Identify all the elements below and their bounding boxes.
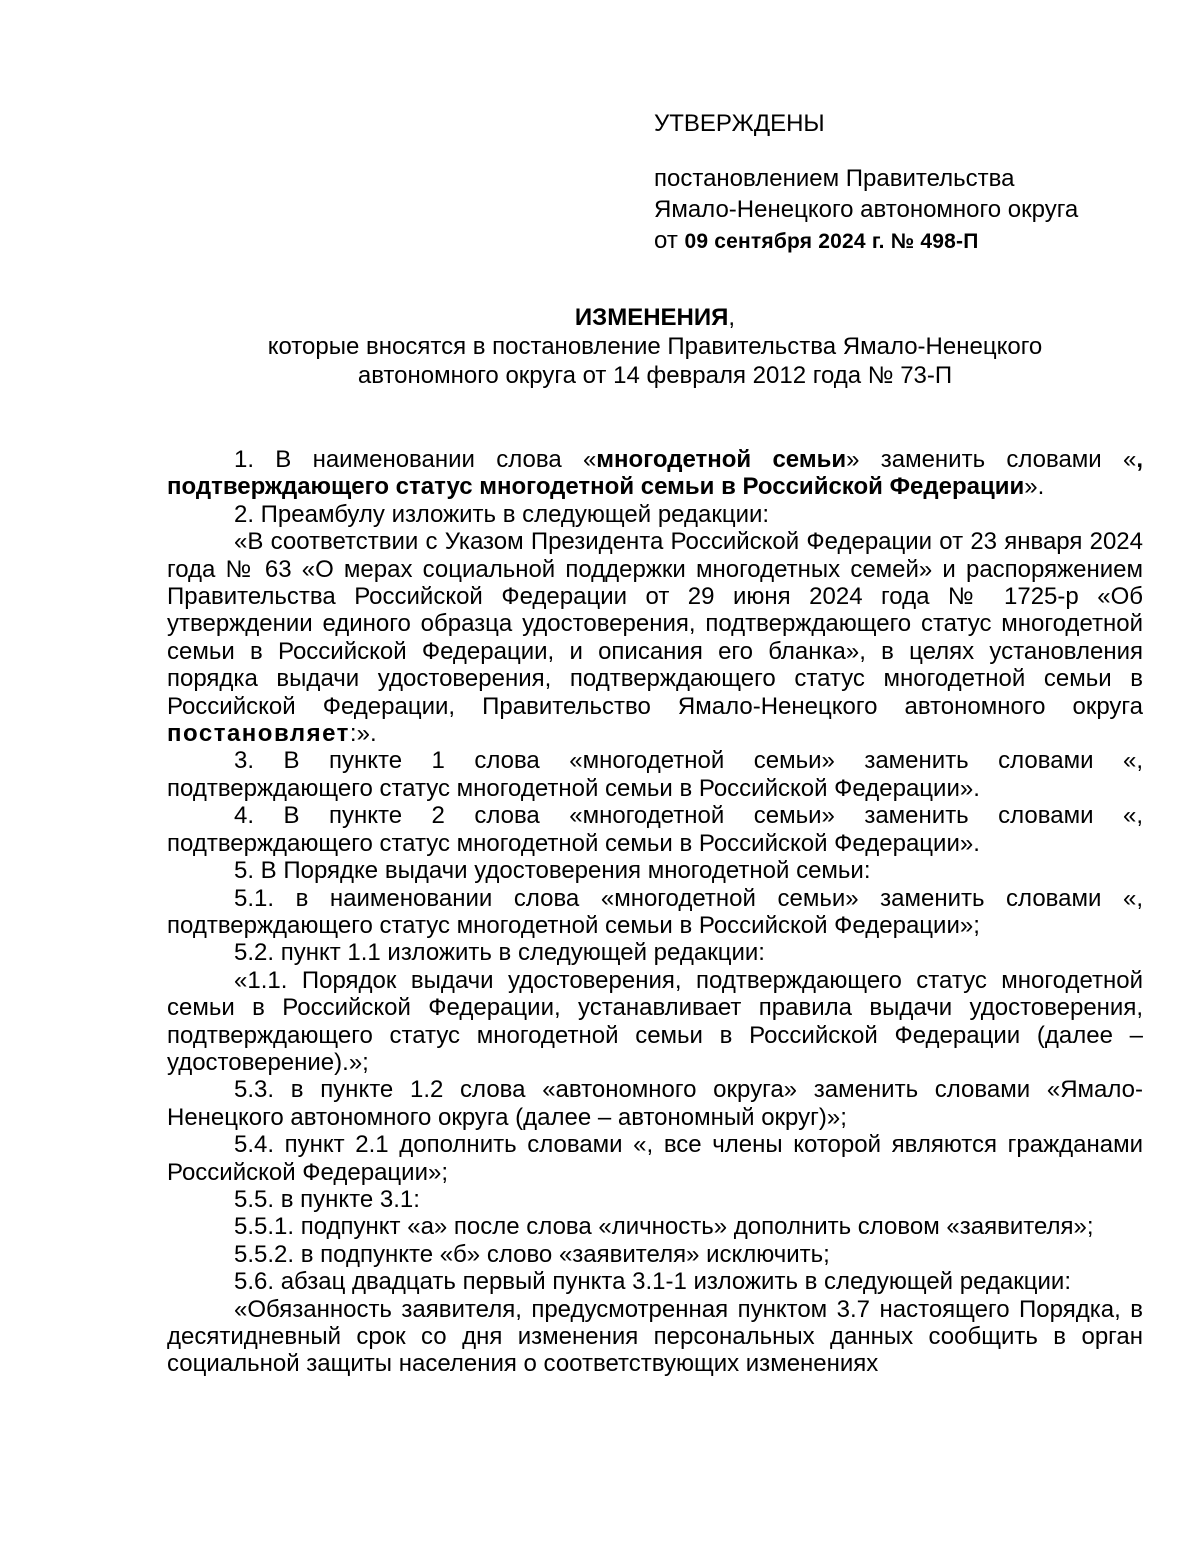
paragraph-item-5-6: 5.6. абзац двадцать первый пункта 3.1-1 изложить в следующей редакции: — [234, 1268, 1071, 1296]
paragraph-item-1 — [167, 446, 1143, 501]
paragraph-item-5-4: 5.4. пункт 2.1 дополнить словами «, все члены которой являются гражданами Российской Федерации»; — [167, 1131, 1143, 1186]
item-1-text-a: 1. В наименовании слова « — [234, 446, 597, 473]
paragraph-item-5-5-2: 5.5.2. в подпункте «б» слово «заявителя» исключить; — [234, 1240, 830, 1268]
paragraph-item-4: 4. В пункте 2 слова «многодетной семьи» заменить словами «, подтверждающего статус многодетной семьи в Российской Федерации». — [167, 802, 1143, 857]
paragraph-item-5-1: 5.1. в наименовании слова «многодетной семьи» заменить словами «, подтверждающего статус многодетной семьи в Российской Федерации»; — [167, 884, 1143, 939]
paragraph-item-3: 3. В пункте 1 слова «многодетной семьи» заменить словами «, подтверждающего статус многодетной семьи в Российской Федерации». — [167, 747, 1143, 802]
document-title — [167, 303, 1143, 390]
item-1-text-c: » заменить словами « — [846, 446, 1137, 473]
approval-date-value: 09 сентября 2024 г. № 498-П — [684, 230, 979, 253]
title-subtitle-1: которые вносятся в постановление Правительства Ямало-Ненецкого — [267, 333, 1043, 360]
paragraph-item-5-5-1: 5.5.1. подпункт «а» после слова «личность» дополнить словом «заявителя»; — [234, 1213, 1094, 1241]
preamble-text: «В соответствии с Указом Президента Российской Федерации от 23 января 2024 года № 63 «О мерах социальной поддержки многодетных семей» и распоряжением Правительства Российской Федерации от 29 июня 2024 года № 1725-р «Об утверждении единого образца удостоверения, подтверждающего статус многодетной семьи в Российской Федерации, и описания его бланка», в целях установления порядка выдачи удостоверения, подтверждающего статус многодетной семьи в Российской Федерации, Правительство Ямало-Ненецкого автономного округа — [167, 528, 1143, 720]
approval-stamp: УТВЕРЖДЕНЫ — [654, 110, 825, 137]
paragraph-item-5-5: 5.5. в пункте 3.1: — [234, 1185, 420, 1213]
approval-date-prefix: от — [654, 227, 685, 254]
title-heading-line — [167, 303, 1143, 332]
title-heading-tail: , — [728, 304, 736, 331]
item-1-bold-replacement: , подтверждающего статус многодетной семьи в Российской Федерации — [167, 446, 1144, 501]
title-heading: ИЗМЕНЕНИЯ — [574, 304, 729, 331]
paragraph-item-5-3: 5.3. в пункте 1.2 слова «автономного округа» заменить словами «Ямало-Ненецкого автономного округа (далее – автономный округ)»; — [167, 1076, 1143, 1131]
approval-line-2: Ямало-Ненецкого автономного округа — [654, 196, 1079, 223]
paragraph-item-5-2-quote: «1.1. Порядок выдачи удостоверения, подтверждающего статус многодетной семьи в Российской Федерации, устанавливает правила выдачи удостоверения, подтверждающего статус многодетной семьи в Российской Федерации (далее – удостоверение).»; — [167, 966, 1143, 1076]
item-1-text-e: ». — [1024, 473, 1045, 501]
paragraph-item-5-6-quote: «Обязанность заявителя, предусмотренная пунктом 3.7 настоящего Порядка, в десятидневный срок со дня изменения персональных данных сообщить в орган социальной защиты населения о соответствующих изменениях — [167, 1295, 1143, 1378]
document-body — [167, 446, 1143, 1378]
approval-date-line — [654, 225, 1174, 257]
paragraph-item-5: 5. В Порядке выдачи удостоверения многодетной семьи: — [234, 857, 871, 885]
paragraph-item-2: 2. Преамбулу изложить в следующей редакции: — [234, 500, 770, 528]
paragraph-item-5-2: 5.2. пункт 1.1 изложить в следующей редакции: — [234, 939, 765, 967]
title-subtitle-2: автономного округа от 14 февраля 2012 года № 73-П — [357, 362, 953, 389]
paragraph-preamble-quote — [167, 528, 1143, 747]
preamble-resolves: постановляет — [167, 720, 350, 748]
approval-block — [654, 108, 1174, 257]
preamble-end: :». — [349, 720, 377, 748]
approval-line-1: постановлением Правительства — [654, 165, 1015, 192]
item-1-bold-term: многодетной семьи — [596, 446, 847, 473]
